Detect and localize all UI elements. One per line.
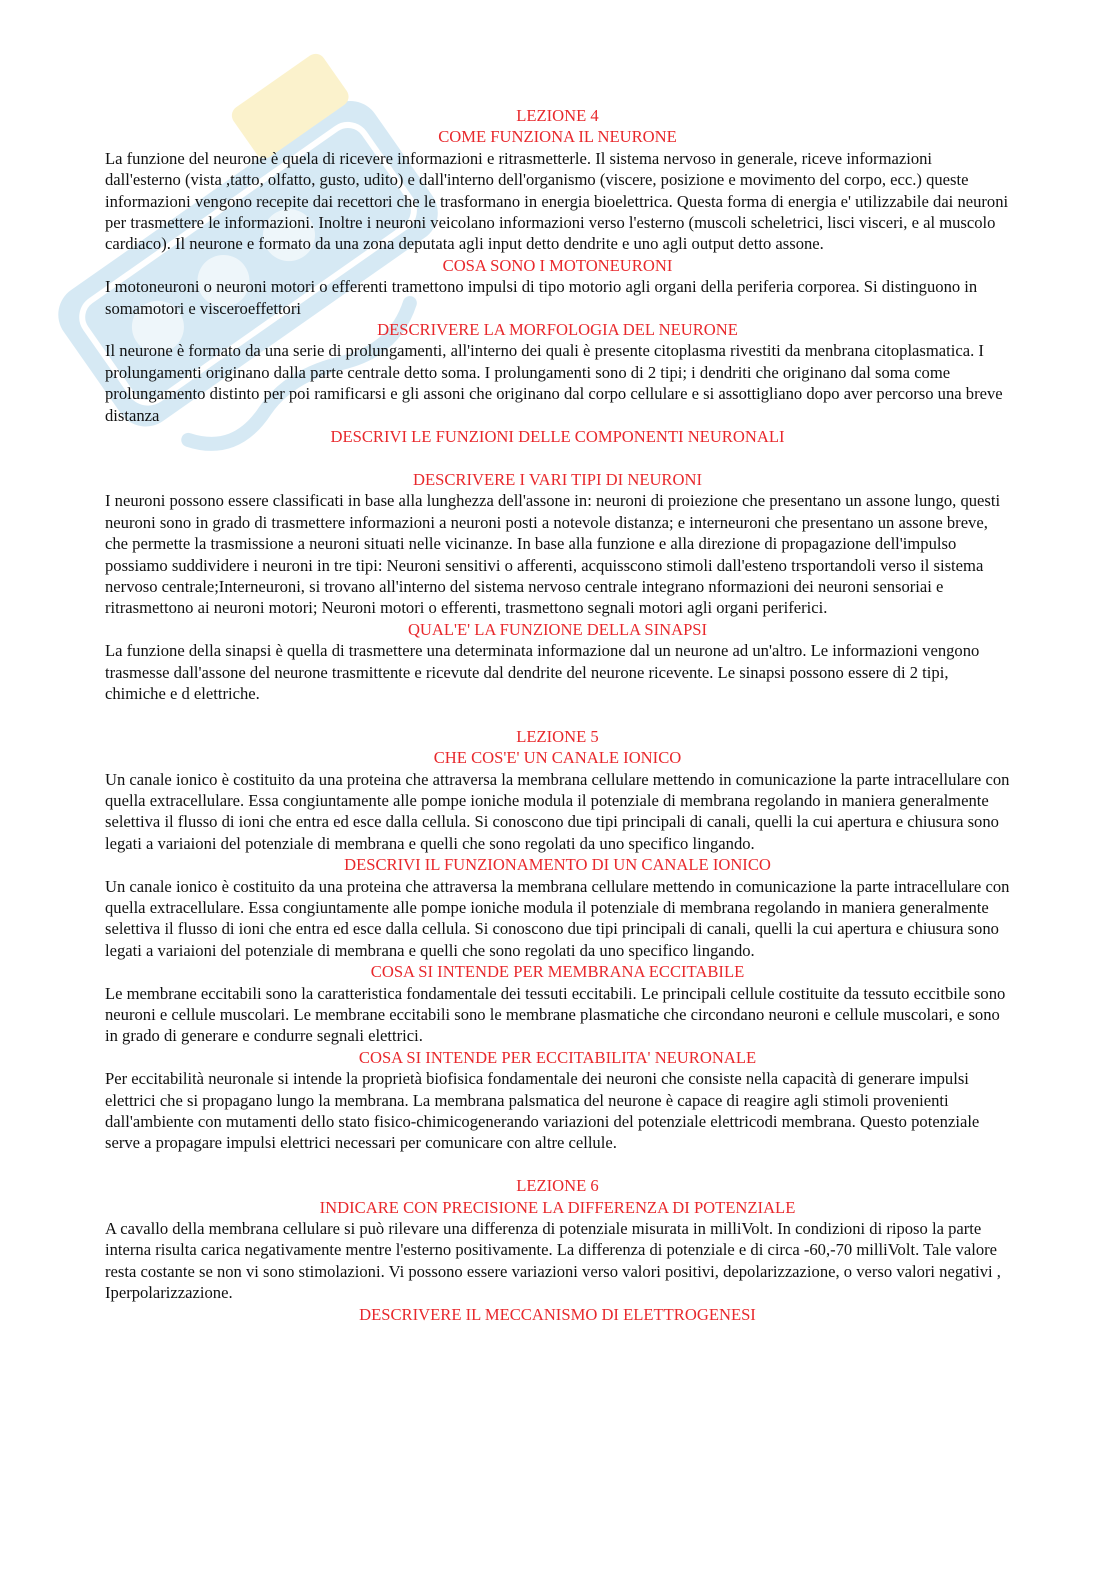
section-heading: CHE COS'E' UN CANALE IONICO [433,748,682,768]
section-heading: DESCRIVERE LA MORFOLOGIA DEL NEURONE [377,320,738,340]
section-heading: DESCRIVERE I VARI TIPI DI NEURONI [412,469,702,489]
document-page [105,105,1010,1325]
blank-line [105,448,1010,469]
body-paragraph: Un canale ionico è costituito da una proteina che attraversa la membrana cellulare mettendo in comunicazione la parte intracellulare con quella extracellulare. Essa congiuntamente alle pompe ioniche modula il potenziale di membrana regolando in maniera generalmente selettiva il flusso di ioni che entra ed esce dalla cellula. Si conoscono due tipi principali di canali, quelli la cui apertura e chiusura sono legati a variaioni del potenziale di membrana e quelli che sono regolati da uno specifico lingando. [105,876,1010,960]
body-paragraph: I neuroni possono essere classificati in base alla lunghezza dell'assone in: neuroni di proiezione che presentano un assone lungo, questi neuroni sono in grado di trasmettere informazioni a neuroni posti a notevole distanza; e interneuroni che presentano un assone breve, che permette la trasmissione a neuroni situati nelle vicinanze. In base alla funzione e alla direzione di propagazione dell'impulso possiamo suddividere i neuroni in tre tipi: Neuroni sensitivi o afferenti, acquisscono stimoli dall'esteno trsportandoli verso il sistema nervoso centrale;Interneuroni, si trovano all'interno del sistema nervoso centrale integrano nformazioni dei neuroni sensoriai e ritrasmettono ai neuroni motori; Neuroni motori o efferenti, trasmettono segnali motori agli organi periferici. [105,491,1001,618]
section-heading: QUAL'E' LA FUNZIONE DELLA SINAPSI [407,619,708,639]
blank-line [105,1154,1010,1175]
section-heading: COSA SI INTENDE PER ECCITABILITA' NEURONALE [358,1047,757,1067]
section-heading: INDICARE CON PRECISIONE LA DIFFERENZA DI POTENZIALE [319,1197,796,1217]
section-heading: DESCRIVI IL FUNZIONAMENTO DI UN CANALE IONICO [344,855,771,875]
section-heading: LEZIONE 6 [516,1176,599,1196]
section-heading: DESCRIVI LE FUNZIONI DELLE COMPONENTI NEURONALI [330,427,785,447]
section-heading: LEZIONE 5 [516,726,599,746]
body-paragraph: A cavallo della membrana cellulare si può rilevare una differenza di potenziale misurata in milliVolt. In condizioni di riposo la parte interna risulta carica negativamente mentre l'esterno positivamente. La differenza di potenziale e di circa -60,-70 milliVolt. Tale valore resta costante se non vi sono stimolazioni. Vi possono essere variazioni verso valori positivi, depolarizzazione, o verso valori negativi , Iperpolarizzazione. [105,1219,1001,1303]
section-heading: LEZIONE 4 [516,106,599,125]
section-heading: COSA SI INTENDE PER MEMBRANA ECCITABILE [370,962,745,982]
body-paragraph: Il neurone è formato da una serie di prolungamenti, all'interno dei quali è presente citoplasma rivestiti da menbrana citoplasmatica. I prolungamenti originano dalla parte centrale detto soma. I prolungamenti sono di 2 tipi; i dendriti che originano dal soma come prolungamento distinto per poi ramificarsi e gli assoni che originano dal corpo cellulare e si assottigliano dopo aver percorso una breve distanza [105,341,1003,425]
section-heading: DESCRIVERE IL MECCANISMO DI ELETTROGENESI [359,1304,756,1324]
body-paragraph: La funzione della sinapsi è quella di trasmettere una determinata informazione dal un neurone ad un'altro. Le informazioni vengono trasmesse dall'assone del neurone trasmittente e ricevute dal dendrite del neurone ricevente. Le sinapsi possono essere di 2 tipi, chimiche e d elettriche. [105,641,980,703]
body-paragraph: I motoneuroni o neuroni motori o efferenti tramettono impulsi di tipo motorio agli organi della periferia corporea. Si distinguono in somamotori e visceroeffettori [105,277,978,318]
section-heading: COME FUNZIONA IL NEURONE [438,127,677,147]
body-paragraph: Un canale ionico è costituito da una proteina che attraversa la membrana cellulare mettendo in comunicazione la parte intracellulare con quella extracellulare. Essa congiuntamente alle pompe ioniche modula il potenziale di membrana regolando in maniera generalmente selettiva il flusso di ioni che entra ed esce dalla cellula. Si conoscono due tipi principali di canali, quelli la cui apertura e chiusura sono legati a variaioni del potenziale di membrana e quelli che sono regolati da uno specifico lingando. [105,769,1010,853]
blank-line [105,704,1010,725]
body-paragraph: Le membrane eccitabili sono la caratteristica fondamentale dei tessuti eccitabili. Le principali cellule costituite da tessuto eccitbile sono neuroni e cellule muscolari. Le membrane eccitabili sono le membrane plasmatiche che circondano neuroni e cellule muscolari, e sono in grado di generare e condurre segnali elettrici. [105,983,1006,1046]
section-heading: COSA SONO I MOTONEURONI [442,255,673,275]
body-paragraph: Per eccitabilità neuronale si intende la proprietà biofisica fondamentale dei neuroni che consiste nella capacità di generare impulsi elettrici che si propagano lungo la membrana. La membrana palsmatica del neurone è capace di reagire agli stimoli provenienti dall'ambiente con mutamenti dello stato fisico-chimicogenerando variazioni del potenziale elettricodi membrana. Questo potenziale serve a propagare impulsi elettrici necessari per comunicare con altre cellule. [105,1069,980,1153]
body-paragraph: La funzione del neurone è quela di ricevere informazioni e ritrasmetterle. Il sistema nervoso in generale, riceve informazioni dall'esterno (vista ,tatto, olfatto, gusto, udito) e dall'interno dell'organismo (viscere, posizione e movimento del corpo, ecc.) queste informazioni vengono recepite dai recettori che le trasformano in energia bioelettrica. Questa forma di energia e' utilizzabile dai neuroni per trasmettere le informazioni. Inoltre i neuroni veicolano informazioni verso l'esterno (muscoli scheletrici, lisci visceri, e al muscolo cardiaco). Il neurone e formato da una zona deputata agli input detto dendrite e uno agli output detto assone. [105,148,1009,254]
